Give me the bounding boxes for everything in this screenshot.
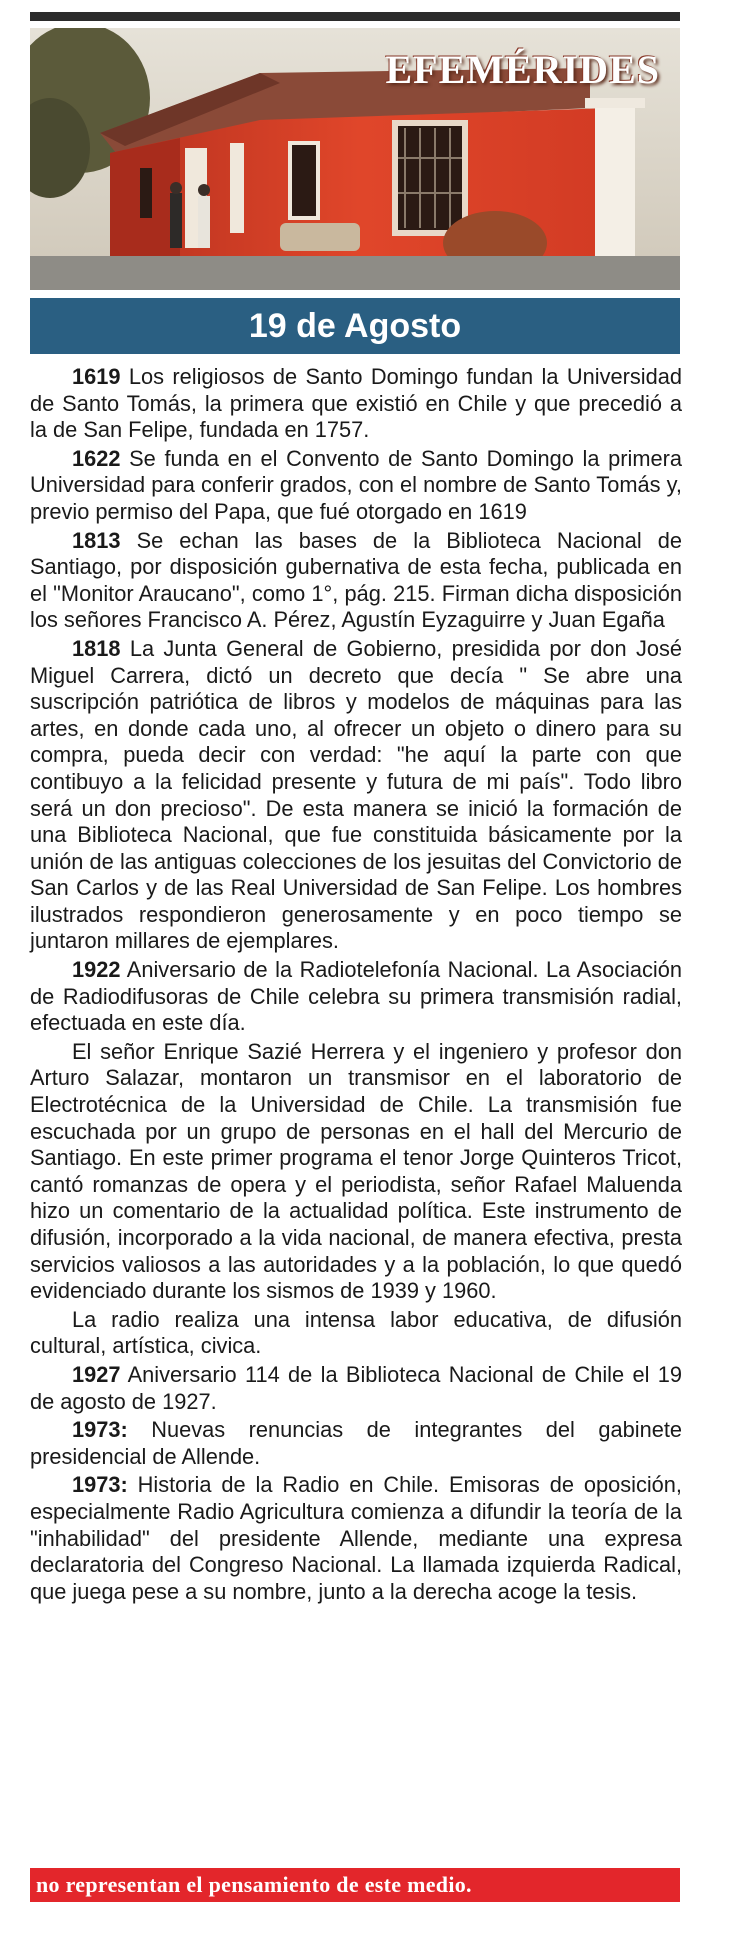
entry-1973-cabinet xyxy=(30,1417,682,1470)
entry-text: Historia de la Radio en Chile. Emisoras de oposición, especialmente Radio Agricultura comienza a difundir la teoría de la "inhabilidad" del presidente Allende, mediante una expresa declaratoria del Congreso Nacional. La llamada izquierda Radical, que juega pese a su nombre, junto a la derecha acoge la tesis. xyxy=(30,1472,682,1604)
disclaimer-bar: no representan el pensamiento de este medio. xyxy=(30,1868,680,1902)
entry-text: Se echan las bases de la Biblioteca Nacional de Santiago, por disposición gubernativa de esta fecha, publicada en el "Monitor Araucano", como 1°, pág. 215. Firman dicha disposición los señores Francisco A. Pérez, Agustín Eyzaguirre y Juan Egaña xyxy=(30,527,682,633)
entry-year: 1973: xyxy=(72,1472,128,1498)
entry-year: 1922 xyxy=(72,957,121,983)
entry-text: Se funda en el Convento de Santo Domingo la primera Universidad para conferir grados, con el nombre de Santo Tomás y, previo permiso del Papa, que fué otorgado en 1619 xyxy=(30,445,682,524)
entry-year: 1927 xyxy=(72,1361,121,1387)
date-banner: 19 de Agosto xyxy=(30,298,680,354)
entry-year: 1619 xyxy=(72,364,121,389)
entry-year: 1818 xyxy=(72,635,121,661)
entry-1619 xyxy=(30,364,682,444)
section-title: EFEMÉRIDES xyxy=(385,47,660,92)
entry-1922-radio-role xyxy=(30,1307,682,1360)
entry-text: La radio realiza una intensa labor educativa, de difusión cultural, artística, civica. xyxy=(30,1306,682,1359)
header-photo xyxy=(30,28,680,290)
entry-1622 xyxy=(30,446,682,526)
entry-text: Aniversario de la Radiotelefonía Nacional. La Asociación de Radiodifusoras de Chile celebra su primera transmisión radial, efectuada en este día. xyxy=(30,957,682,1036)
entry-text: Aniversario 114 de la Biblioteca Nacional de Chile el 19 de agosto de 1927. xyxy=(30,1361,682,1414)
entry-1927 xyxy=(30,1362,682,1415)
article-body xyxy=(30,364,682,1607)
entry-1813 xyxy=(30,528,682,634)
entry-1922-radio-history xyxy=(30,1039,682,1305)
entry-text: El señor Enrique Sazié Herrera y el ingeniero y profesor don Arturo Salazar, montaron un transmisor en el laboratorio de Electrotécnica de la Universidad de Chile. La transmisión fue escuchada por un grupo de personas en el hall del Mercurio de Santiago. En este primer programa el tenor Jorge Quinteros Tricot, cantó romanzas de opera y el periodista, señor Rafael Maluenda hizo un comentario de la actualidad política. Este instrumento de difusión, incorporado a la vida nacional, de manera efectiva, presta servicios valiosos a las autoridades y a la población, lo que quedó evidenciado durante los sismos de 1939 y 1960. xyxy=(30,1038,682,1304)
top-rule xyxy=(30,12,680,21)
entry-1922 xyxy=(30,957,682,1037)
entry-1973-radio xyxy=(30,1472,682,1605)
entry-1818 xyxy=(30,636,682,955)
entry-text: Los religiosos de Santo Domingo fundan la Universidad de Santo Tomás, la primera que existió en Chile y que precedió a la de San Felipe, fundada en 1757. xyxy=(30,364,682,443)
entry-year: 1813 xyxy=(72,527,121,553)
entry-text: La Junta General de Gobierno, presidida por don José Miguel Carrera, dictó un decreto que decía " Se abre una suscripción patriótica de libros y modelos de máquinas para las artes, en donde cada uno, al ofrecer un objeto o dinero para su compra, pueda decir con verdad: "he aquí la parte con que contibuyo a la felicidad presente y futura de mi país". Todo libro será un don precioso". De esta manera se inició la formación de una Biblioteca Nacional, que fue constituida básicamente por la unión de las antiguas colecciones de los jesuitas del Convictorio de San Carlos y de las Real Universidad de San Felipe. Los hombres ilustrados respondieron generosamente y en poco tiempo se juntaron millares de ejemplares. xyxy=(30,635,682,954)
entry-year: 1622 xyxy=(72,445,121,471)
entry-year: 1973: xyxy=(72,1417,128,1443)
entry-text: Nuevas renuncias de integrantes del gabinete presidencial de Allende. xyxy=(30,1417,682,1469)
